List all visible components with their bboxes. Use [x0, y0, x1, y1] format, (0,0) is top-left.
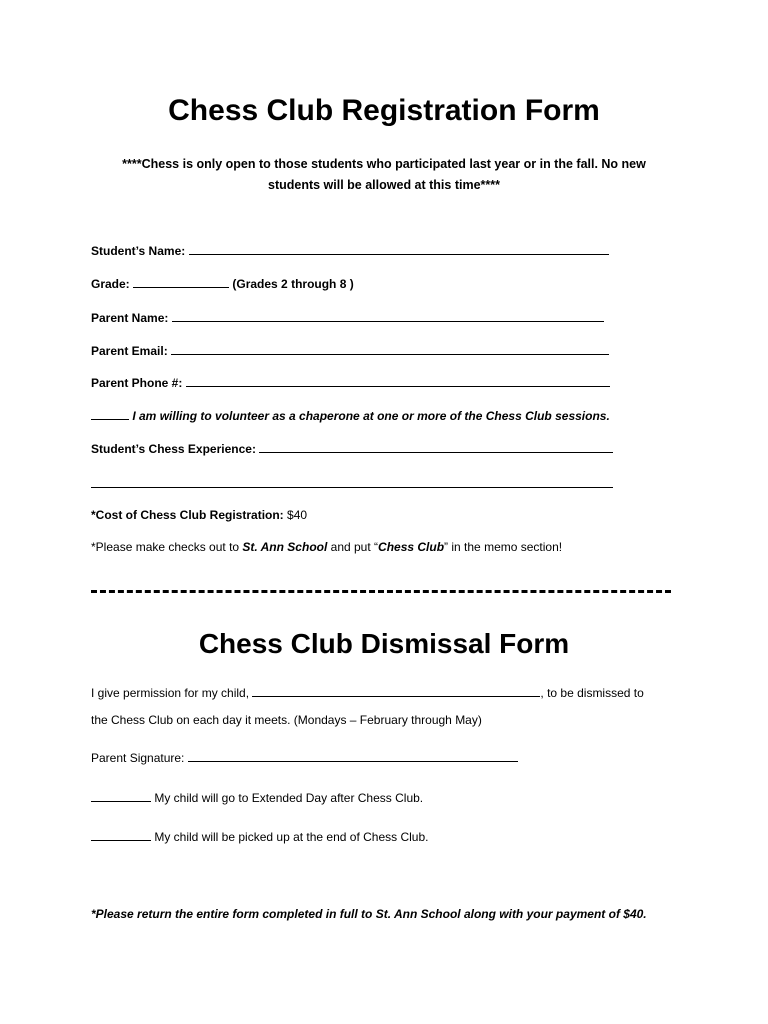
checks-school: St. Ann School [242, 540, 328, 554]
experience-field[interactable] [259, 442, 613, 453]
volunteer-row [91, 409, 610, 423]
parent-phone-label: Parent Phone #: [91, 376, 183, 390]
pickup-text: My child will be picked up at the end of Chess Club. [154, 830, 429, 844]
signature-label: Parent Signature: [91, 751, 185, 765]
permission-prefix: I give permission for my child, [91, 686, 250, 700]
grade-hint: (Grades 2 through 8 ) [232, 277, 354, 291]
return-note: *Please return the entire form completed in full to St. Ann School along with your payment of $40. [91, 907, 647, 921]
pickup-check-field[interactable] [91, 830, 151, 841]
permission-row [91, 686, 644, 700]
experience-field-line-2[interactable] [91, 477, 613, 488]
experience-label: Student’s Chess Experience: [91, 442, 256, 456]
permission-line-2: the Chess Club on each day it meets. (Mondays – February through May) [91, 713, 482, 727]
parent-email-label: Parent Email: [91, 344, 168, 358]
volunteer-check-field[interactable] [91, 409, 129, 420]
registration-title: Chess Club Registration Form [168, 94, 600, 127]
checks-prefix: *Please make checks out to [91, 540, 240, 554]
parent-phone-field[interactable] [186, 376, 610, 387]
parent-name-field[interactable] [172, 311, 604, 322]
volunteer-text: I am willing to volunteer as a chaperone at one or more of the Chess Club sessions. [132, 409, 610, 423]
permission-suffix: , to be dismissed to [540, 686, 644, 700]
eligibility-note-line-2: students will be allowed at this time**** [268, 178, 500, 192]
parent-name-label: Parent Name: [91, 311, 169, 325]
student-name-field[interactable] [189, 244, 609, 255]
experience-row-2 [91, 477, 613, 491]
checks-memo: Chess Club [378, 540, 445, 554]
parent-email-field[interactable] [171, 344, 609, 355]
cut-line-divider [91, 590, 671, 593]
child-name-field[interactable] [252, 686, 540, 697]
student-name-label: Student’s Name: [91, 244, 186, 258]
extended-day-text: My child will go to Extended Day after Chess Club. [154, 791, 424, 805]
grade-row [91, 277, 354, 291]
parent-email-row [91, 344, 609, 358]
dismissal-title: Chess Club Dismissal Form [198, 628, 570, 659]
parent-signature-field[interactable] [188, 751, 518, 762]
signature-row [91, 751, 518, 765]
cost-row [91, 508, 307, 522]
experience-row [91, 442, 613, 456]
eligibility-note-line-1: ****Chess is only open to those students who participated last year or in the fall. No new [122, 157, 646, 171]
cost-label: *Cost of Chess Club Registration: [91, 508, 284, 522]
student-name-row [91, 244, 609, 258]
checks-row [91, 540, 562, 554]
checks-middle: and put “ [330, 540, 379, 554]
checks-suffix: ” in the memo section! [444, 540, 563, 554]
grade-field[interactable] [133, 277, 229, 288]
extended-day-check-field[interactable] [91, 791, 151, 802]
grade-label: Grade: [91, 277, 130, 291]
parent-phone-row [91, 376, 610, 390]
parent-name-row [91, 311, 604, 325]
pickup-row [91, 830, 429, 844]
cost-value: $40 [287, 508, 308, 522]
extended-day-row [91, 791, 423, 805]
